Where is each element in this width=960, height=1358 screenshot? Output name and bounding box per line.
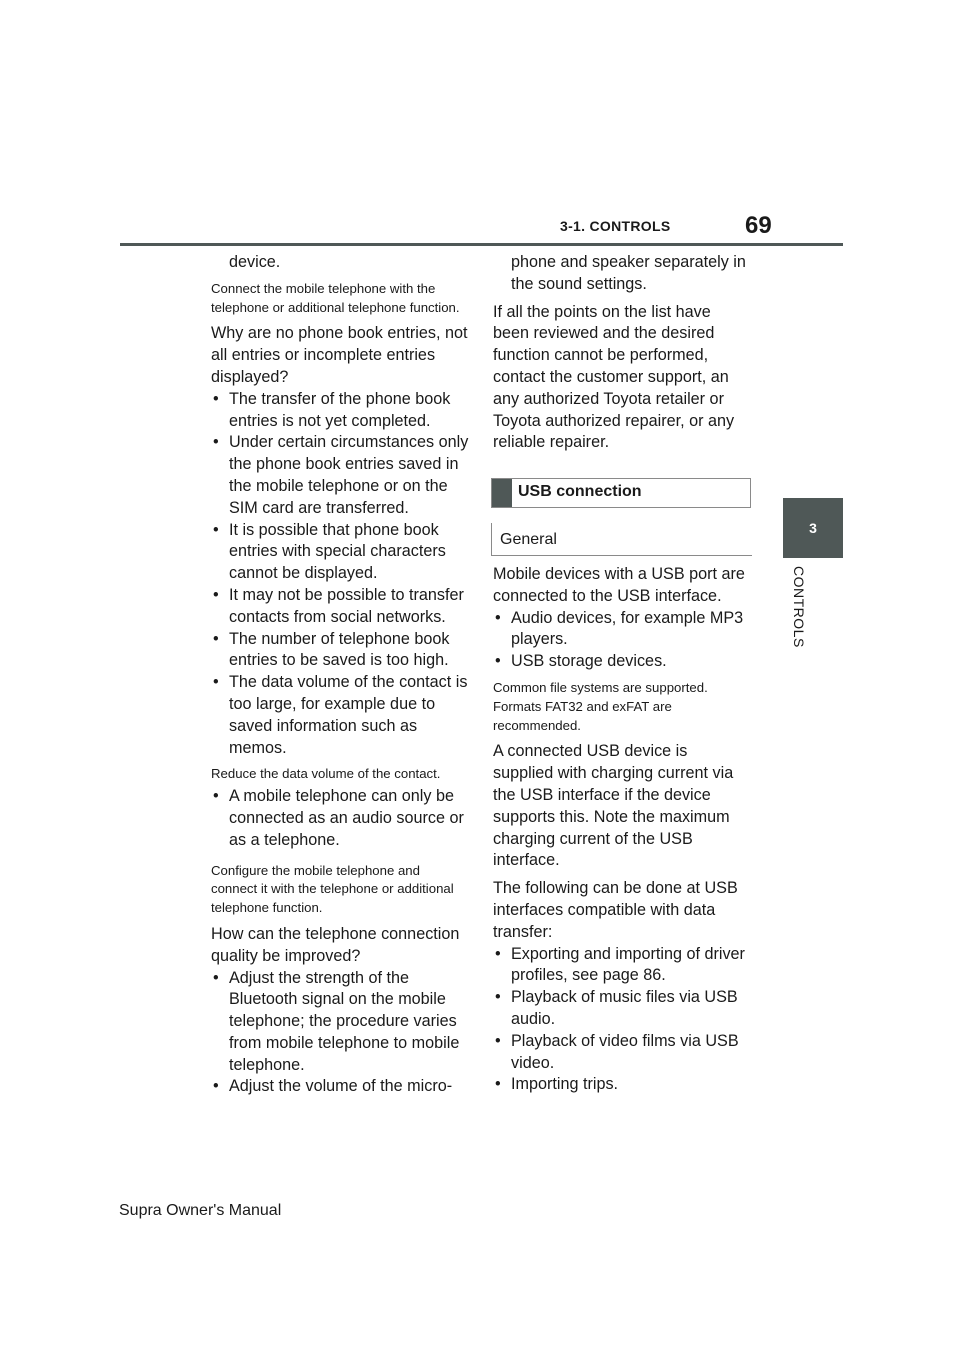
list-item: • Playback of video films via USB video. bbox=[495, 1031, 739, 1072]
section-title: USB connection bbox=[518, 483, 642, 500]
bullet-icon: • bbox=[495, 944, 501, 963]
bullet-icon: • bbox=[213, 968, 219, 987]
question-text: Why are no phone book entries, not all entries or incomplete entries displayed? bbox=[211, 324, 468, 386]
list-item: • It may not be possible to transfer contacts from social networks. bbox=[213, 585, 464, 626]
running-header-section: 3-1. CONTROLS bbox=[560, 218, 671, 234]
bullet-icon: • bbox=[213, 629, 219, 648]
bullet-list bbox=[211, 389, 469, 760]
bullet-icon: • bbox=[495, 988, 501, 1007]
note-text: Configure the mobile telephone and connect it with the telephone or additional telephone function. bbox=[211, 862, 454, 916]
list-item: • It is possible that phone book entries with special characters cannot be displayed. bbox=[213, 520, 446, 583]
list-item: • The transfer of the phone book entries is not yet completed. bbox=[213, 389, 451, 430]
note-text: Reduce the data volume of the contact. bbox=[211, 766, 441, 782]
paragraph: A connected USB device is supplied with charging current via the USB interface if the device supports this. Note the maximum charging current of the USB interface. bbox=[493, 742, 734, 870]
list-item: • The data volume of the contact is too large, for example due to saved information such as memos. bbox=[213, 673, 468, 757]
chapter-tab-number: 3 bbox=[809, 520, 817, 536]
bullet-list bbox=[211, 968, 469, 1099]
left-column bbox=[211, 252, 469, 1104]
paragraph: The following can be done at USB interfaces compatible with data transfer: bbox=[493, 879, 738, 941]
section-heading bbox=[491, 478, 751, 508]
list-item: • Exporting and importing of driver profiles, see page 86. bbox=[495, 944, 745, 985]
note-text: Common file systems are supported. Formats FAT32 and exFAT are recommended. bbox=[493, 679, 708, 733]
list-item: • USB storage devices. bbox=[493, 651, 751, 673]
right-column-bottom bbox=[493, 564, 751, 1102]
bullet-icon: • bbox=[213, 787, 219, 806]
header-rule bbox=[120, 243, 843, 246]
note-text: Connect the mobile telephone with the telephone or additional telephone function. bbox=[211, 280, 460, 315]
bullet-icon: • bbox=[495, 608, 501, 627]
paragraph: If all the points on the list have been reviewed and the desired function cannot be performed, contact the customer support, an any authorized Toyota retailer or Toyota authorized repairer, or any reliable repairer. bbox=[493, 302, 735, 452]
bullet-list bbox=[211, 786, 469, 851]
list-item: • Playback of music files via USB audio. bbox=[495, 988, 738, 1028]
section-heading-bar bbox=[492, 479, 512, 507]
right-column-top bbox=[493, 252, 751, 460]
list-item: • Adjust the strength of the Bluetooth signal on the mobile telephone; the procedure varies from mobile telephone to mobile telephone. bbox=[213, 968, 460, 1074]
question-text: How can the telephone connection quality be improved? bbox=[211, 924, 460, 965]
subsection-title: General bbox=[500, 531, 557, 548]
bullet-icon: • bbox=[213, 673, 219, 692]
page-number: 69 bbox=[745, 212, 772, 239]
bullet-icon: • bbox=[213, 1077, 219, 1096]
paragraph: Mobile devices with a USB port are connected to the USB interface. bbox=[493, 565, 745, 605]
list-item: • Adjust the volume of the micro- bbox=[211, 1076, 469, 1098]
list-item: • A mobile telephone can only be connected as an audio source or as a telephone. bbox=[213, 787, 464, 849]
subsection-heading bbox=[491, 523, 752, 556]
bullet-icon: • bbox=[213, 389, 219, 408]
bullet-icon: • bbox=[213, 433, 219, 452]
chapter-tab-label: CONTROLS bbox=[791, 566, 807, 648]
bullet-icon: • bbox=[213, 520, 219, 539]
continued-text: device. bbox=[229, 253, 281, 271]
bullet-icon: • bbox=[495, 652, 501, 671]
chapter-tab bbox=[783, 498, 843, 558]
bullet-icon: • bbox=[495, 1031, 501, 1050]
list-item: • Importing trips. bbox=[493, 1074, 751, 1096]
bullet-icon: • bbox=[213, 585, 219, 604]
list-item: • Audio devices, for example MP3 players. bbox=[495, 608, 744, 649]
continued-text: phone and speaker separately in the sound settings. bbox=[511, 253, 746, 293]
footer-manual-title: Supra Owner's Manual bbox=[119, 1202, 282, 1219]
list-item: • Under certain circumstances only the phone book entries saved in the mobile telephone or on the SIM card are transferred. bbox=[213, 433, 469, 517]
bullet-list bbox=[493, 944, 751, 1097]
list-item: • The number of telephone book entries to be saved is too high. bbox=[213, 629, 450, 670]
bullet-list bbox=[493, 608, 751, 673]
bullet-icon: • bbox=[495, 1075, 501, 1094]
